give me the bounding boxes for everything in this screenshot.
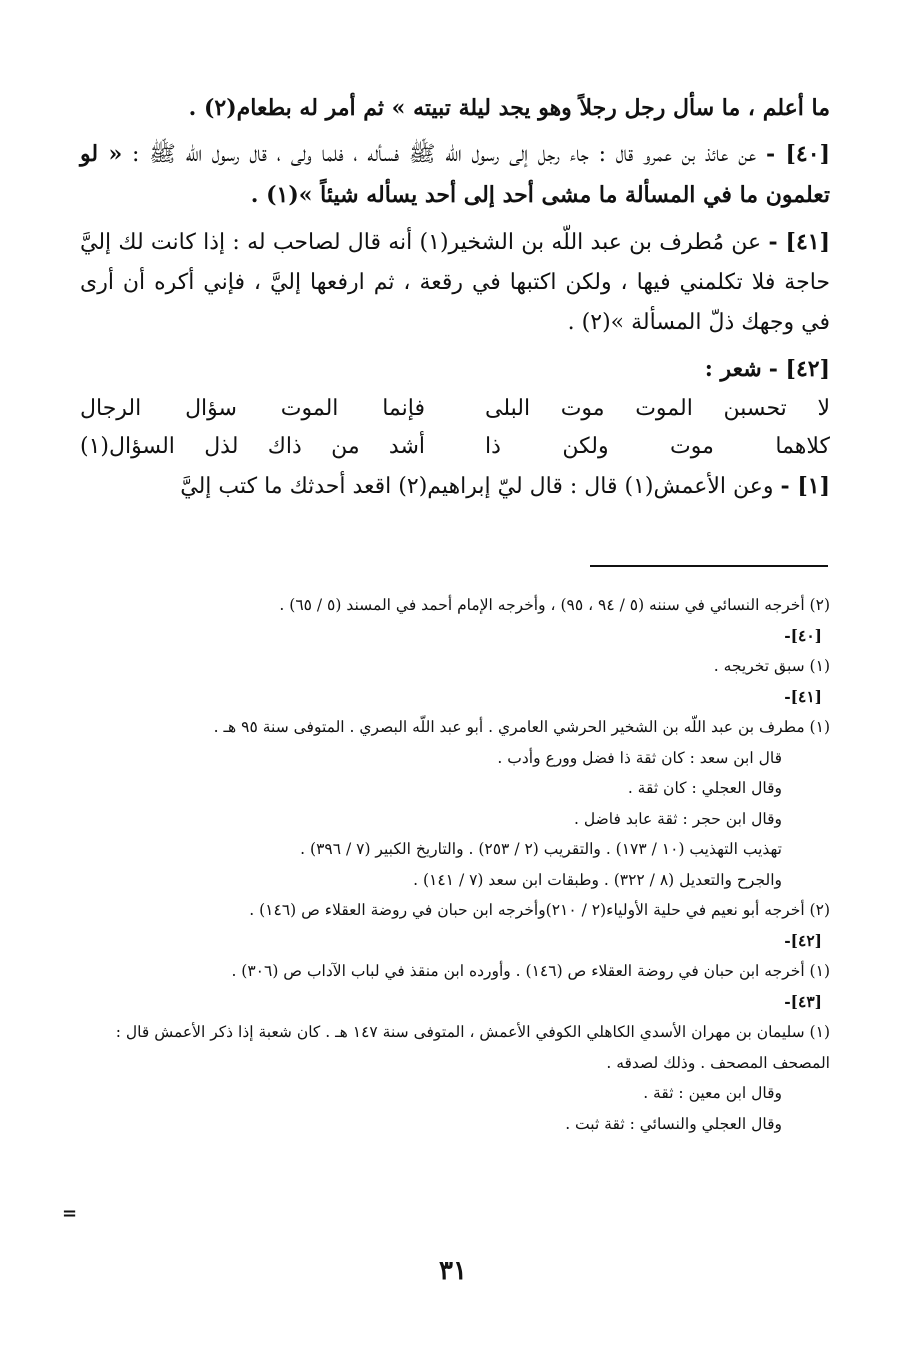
- footnote-divider: [590, 565, 828, 567]
- paragraph-42: [80, 349, 830, 390]
- hadith-41-text: عن مُطرف بن عبد اللّه بن الشخير(١) أنه قال لصاحب له : إذا كانت لك إليَّ حاجة فلا تكلمني فيها ، ولكن اكتبها في رقعة ، ثم ارفعها إليَّ ، فإني أكره أن أرى في وجهك ذلّ المسألة »(٢) .: [80, 230, 831, 335]
- footnote: (١) سبق تخريجه .: [713, 657, 830, 675]
- footnote: (١) مطرف بن عبد اللّه بن الشخير الحرشي العامري . أبو عبد اللّه البصري . المتوفى سنة ٩٥ هـ .: [213, 718, 830, 736]
- hadith-43-text: وعن الأعمش(١) قال : قال ليّ إبراهيم(٢) اقعد أحدثك ما كتب إليَّ: [180, 474, 774, 499]
- main-text: [80, 88, 830, 507]
- footnotes: [80, 590, 830, 1139]
- footnote: وقال ابن حجر : ثقة عابد فاضل .: [574, 809, 782, 828]
- poem-line-1: [80, 390, 830, 428]
- poem-hemistich: كلاهما موت ولكن ذا: [485, 434, 830, 459]
- footnote-section-label: [٤١]-: [784, 686, 822, 706]
- hadith-number-40: [٤٠] -: [765, 141, 830, 167]
- poem-hemistich: أشد من ذاك لذل السؤال(١): [80, 434, 425, 459]
- footnote: وقال العجلي والنسائي : ثقة ثبت .: [565, 1114, 782, 1133]
- poem-hemistich: فإنما الموت سؤال الرجال: [80, 396, 425, 421]
- footnote: والجرح والتعديل (٨ / ٣٢٢) . وطبقات ابن سعد (٧ / ١٤١) .: [413, 870, 782, 889]
- hadith-number-41: [٤١] -: [768, 229, 830, 255]
- hadith-number-43: [١] -: [780, 473, 830, 499]
- hadith-number-42: [٤٢] -: [768, 356, 830, 382]
- paragraph-43: [80, 466, 830, 507]
- poem: [80, 390, 830, 466]
- paragraph-41: [80, 222, 830, 343]
- paragraph-intro: ما أعلم ، ما سأل رجل رجلاً وهو يجد ليلة تبيته » ثم أمر له بطعام(٢) .: [188, 95, 830, 121]
- footnote: قال ابن سعد : كان ثقة ذا فضل وورع وأدب .: [497, 748, 782, 767]
- paragraph-40: [80, 134, 830, 216]
- main-body: [80, 88, 830, 507]
- footnote-section-label: [٤٢]-: [784, 930, 822, 950]
- footnote: تهذيب التهذيب (١٠ / ١٧٣) . والتقريب (٢ / ٢٥٣) . والتاريخ الكبير (٧ / ٣٩٦) .: [300, 840, 782, 858]
- poem-hemistich: لا تحسبن الموت موت البلى: [485, 396, 830, 421]
- footnote: (١) أخرجه ابن حبان في روضة العقلاء ص (١٤٦) . وأورده ابن منقذ في لباب الآداب ص (٣٠٦) .: [231, 962, 830, 980]
- footnote-section-label: [٤٠]-: [784, 625, 822, 645]
- hadith-40-quote: « لو تعلمون ما في المسألة ما مشى أحد إلى أحد يسأله شيئاً »(١) .: [80, 141, 830, 208]
- footnote: (٢) أخرجه أبو نعيم في حلية الأولياء(٢ / ٢١٠)وأخرجه ابن حبان في روضة العقلاء ص (١٤٦) .: [249, 901, 830, 919]
- poem-line-2: [80, 428, 830, 466]
- footnote-section-label: [٤٣]-: [784, 991, 822, 1011]
- hadith-40-text: عن عائذ بن عمرو قال : جاء رجل إلى رسول اللّه ﷺ فسأله ، فلما ولى ، قال رسول اللّه ﷺ :: [132, 142, 757, 167]
- continuation-mark: =: [62, 1203, 78, 1224]
- footnote: وقال العجلي : كان ثقة .: [627, 779, 782, 797]
- page-number: ٣١: [439, 1256, 467, 1286]
- footnote: وقال ابن معين : ثقة .: [643, 1084, 782, 1102]
- footnote: (١) سليمان بن مهران الأسدي الكاهلي الكوفي الأعمش ، المتوفى سنة ١٤٧ هـ . كان شعبة إذا ذكر الأعمش قال : المصحف المصحف . وذلك لصدقه .: [115, 1023, 830, 1072]
- hadith-42-text: شعر :: [704, 356, 762, 382]
- footnote: (٢) أخرجه النسائي في سننه (٥ / ٩٤ ، ٩٥) ، وأخرجه الإمام أحمد في المسند (٥ / ٦٥) .: [279, 596, 830, 614]
